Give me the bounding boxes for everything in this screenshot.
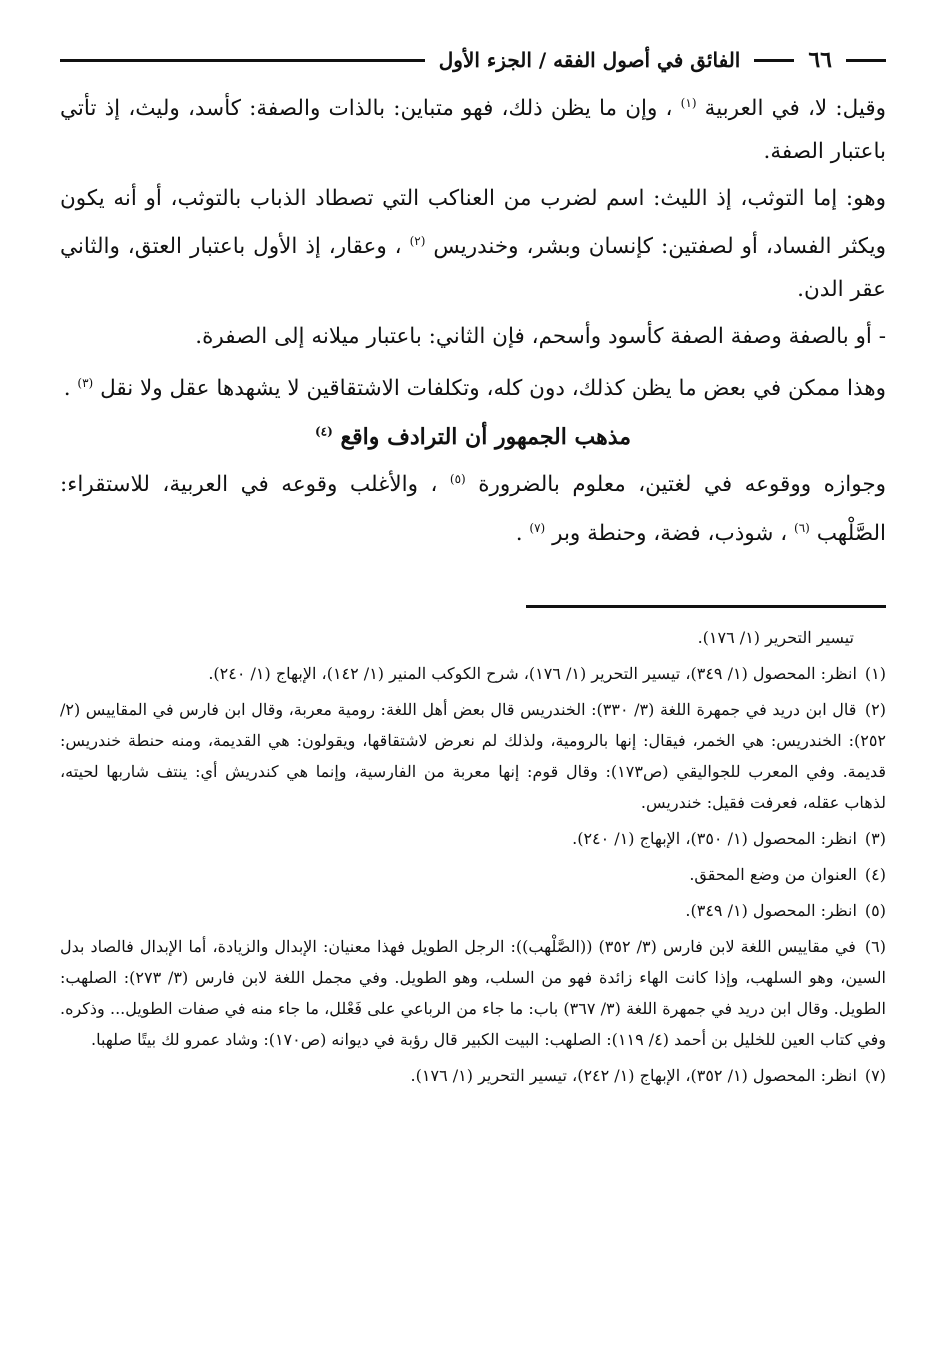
header-rule-mid xyxy=(754,59,794,62)
footnote-2 xyxy=(60,694,886,818)
section-heading-text: مذهب الجمهور أن الترادف واقع xyxy=(340,424,632,451)
footnote-ref-4[interactable]: (٤) xyxy=(314,425,333,440)
footnotes xyxy=(60,622,886,1091)
paragraph-1 xyxy=(60,82,886,173)
footnote-4 xyxy=(60,859,886,890)
paragraph-5-mid2: ، شوذب، فضة، وحنطة وبر xyxy=(552,520,788,546)
footnote-6-number: (٦) xyxy=(864,936,886,956)
paragraph-1-rest: ، وإن ما يظن ذلك، فهو متباين: بالذات والصفة: كأسد، وليث، إذ تأتي باعتبار الصفة. xyxy=(60,96,886,165)
footnote-ref-7[interactable]: (٧) xyxy=(529,520,546,535)
footnote-ref-2[interactable]: (٢) xyxy=(409,234,426,249)
footnote-ref-5[interactable]: (٥) xyxy=(449,472,466,487)
footnote-ref-1[interactable]: (١) xyxy=(680,96,697,110)
paragraph-5-end: . xyxy=(515,520,523,546)
paragraph-5 xyxy=(60,458,886,554)
footnote-0: تيسير التحرير (١/ ١٧٦). xyxy=(697,627,854,647)
paragraph-4-text: وهذا ممكن في بعض ما يظن كذلك، دون كله، وتكلفات الاشتقاقين لا يشهدها عقل ولا نقل xyxy=(100,376,886,402)
footnote-7-text: انظر: المحصول (١/ ٣٥٢)، الإبهاج (١/ ٢٤٢)، تيسير التحرير (١/ ١٧٦). xyxy=(410,1065,857,1085)
header-rule-right xyxy=(846,59,886,62)
paragraph-5-mid: ، والأغلب وقوعه في العربية، للاستقراء: الصَّلْهب xyxy=(60,472,886,546)
paragraph-2-rest: ، وعقار، إذ الأول باعتبار العتق، والثاني عقر الدن. xyxy=(60,234,886,303)
paragraph-3: - أو بالصفة وصفة الصفة كأسود وأسحم، فإن الثاني: باعتبار ميلانه إلى الصفرة. xyxy=(195,324,886,350)
paragraph-1-text: وقيل: لا، في العربية xyxy=(704,96,886,122)
footnote-7-number: (٧) xyxy=(864,1065,886,1085)
footnote-7 xyxy=(60,1060,886,1091)
footnote-2-text: قال ابن دريد في جمهرة اللغة (٣/ ٣٣٠): الخندريس قال بعض أهل اللغة: رومية معربة، وقال ابن فارس في المقاييس (٢/ ٢٥٢): الخندريس: هي الخمر، فيقال: إنها بالرومية، ولذلك لم نعرض لاشتقاقها، ويقولون: هي القديمة، ومنه حنطة خندريس: قديمة. وفي المعرب للجواليقي (ص١٧٣): وقال قوم: إنها معربة من الفارسية، وإنما هي كندريش أي: ينتف شاربها لحيته، لذهاب عقله، فعرفت فقيل: خندريس. xyxy=(60,699,886,812)
footnote-5-text: انظر: المحصول (١/ ٣٤٩). xyxy=(685,900,857,920)
running-header xyxy=(60,38,886,82)
footnote-separator xyxy=(526,605,886,608)
section-heading xyxy=(60,424,886,450)
running-title: الفائق في أصول الفقه / الجزء الأول xyxy=(438,48,741,72)
footnote-3 xyxy=(60,823,886,854)
paragraph-2-text: وهو: إما التوثب، إذ الليث: اسم لضرب من العناكب التي تصطاد الذباب بالتوثب، أو أنه يكون ويكثر الفساد، أو لصفتين: كإنسان وبشر، وخندريس xyxy=(60,186,886,260)
paragraph-2 xyxy=(60,177,886,311)
footnote-5 xyxy=(60,895,886,926)
footnote-3-text: انظر: المحصول (١/ ٣٥٠)، الإبهاج (١/ ٢٤٠). xyxy=(572,828,857,848)
paragraph-4 xyxy=(60,362,886,410)
footnote-2-number: (٢) xyxy=(864,699,887,719)
footnote-ref-3[interactable]: (٣) xyxy=(77,376,94,391)
footnote-3-number: (٣) xyxy=(864,828,886,848)
footnote-6-text: في مقاييس اللغة لابن فارس (٣/ ٣٥٢) ((الصَّلْهب)): الرجل الطويل فهذا معنيان: الإبدال والزيادة، أما الإبدال فالصاد بدل السين، وهو السلهب، وإذا كانت الهاء زائدة فهو من السلب، وهو الطويل. وفي مجمل اللغة لابن فارس (٣/ ٢٧٣): الصلهب: الطويل. وقال ابن دريد في جمهرة اللغة (٣/ ٣٦٧) باب: ما جاء من الرباعي على فَعْلل، ما جاء منه في صفات الطويل... وذكره. وفي كتاب العين للخليل بن أحمد (٤/ ١١٩): الصلهب: البيت الكبير قال رؤبة في ديوانه (ص١٧٠): وشاد عمرو لك بيتًا صلهبا. xyxy=(60,936,887,1049)
header-rule-left xyxy=(60,59,425,62)
footnote-1-text: انظر: المحصول (١/ ٣٤٩)، تيسير التحرير (١/ ١٧٦)، شرح الكوكب المنير (١/ ١٤٢)، الإبهاج (١/ ٢٤٠). xyxy=(208,663,857,683)
footnote-6 xyxy=(60,931,886,1055)
footnote-1-number: (١) xyxy=(864,663,886,683)
paragraph-5-text: وجوازه ووقوعه في لغتين، معلوم بالضرورة xyxy=(478,472,886,498)
footnote-ref-6[interactable]: (٦) xyxy=(794,520,810,535)
footnote-4-number: (٤) xyxy=(864,864,886,884)
footnote-1 xyxy=(60,658,886,689)
footnote-4-text: العنوان من وضع المحقق. xyxy=(689,864,857,884)
paragraph-4-end: . xyxy=(63,376,71,402)
page-number: ٦٦ xyxy=(808,47,832,73)
page xyxy=(60,38,886,1096)
footnote-5-number: (٥) xyxy=(864,900,886,920)
